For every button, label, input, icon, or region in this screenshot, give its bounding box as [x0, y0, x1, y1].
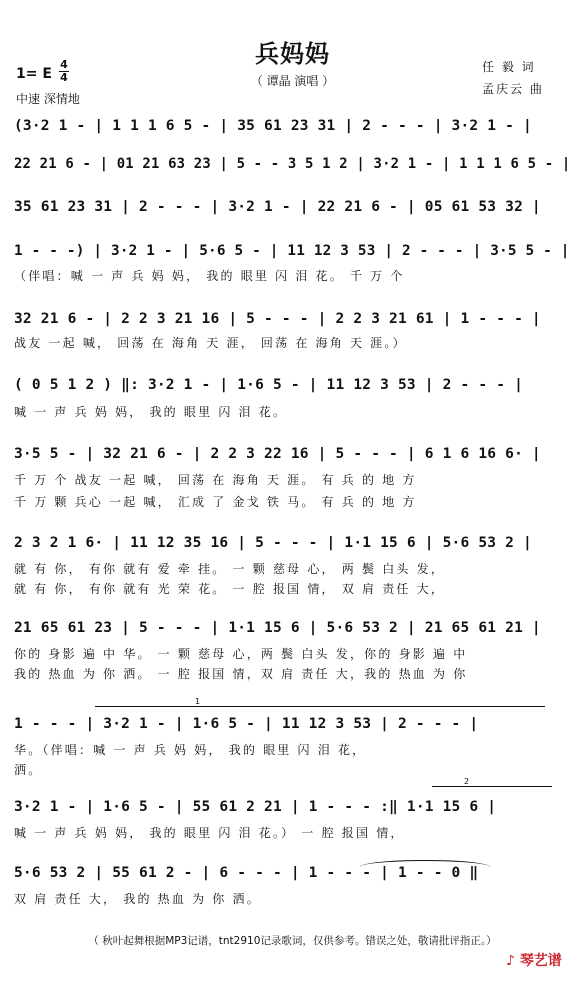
notation: 32 21 6 - | 2 2 3 21 16 | 5 - - - | 2 2 3 21 61 | 1 - - - | — [14, 311, 541, 327]
site-logo — [506, 950, 562, 970]
volta-first-ending — [95, 697, 545, 707]
notation: 3·5 5 - | 32 21 6 - | 2 2 3 22 16 | 5 - - - | 6 1 6 16 6· | — [14, 446, 541, 462]
notation: ( 0 5 1 2 ) ‖: 3·2 1 - | 1·6 5 - | 11 12 3 53 | 2 - - - | — [14, 377, 523, 393]
notation: 35 61 23 31 | 2 - - - | 3·2 1 - | 22 21 6 - | 05 61 53 32 | — [14, 199, 541, 215]
lyrics-line: 喊 一 声 兵 妈 妈， 我的 眼里 闪 泪 花。） 一 腔 报国 情， — [14, 826, 405, 840]
notation: 3·2 1 - | 1·6 5 - | 55 61 2 21 | 1 - - - :‖ 1·1 15 6 | — [14, 799, 497, 815]
lyrics-line: 就 有 你， 有你 就有 爱 牵 挂。 一 颗 慈母 心， 两 鬓 白头 发， — [14, 562, 446, 576]
time-signature-top: 4 — [60, 58, 68, 71]
lyrics-line: （伴唱：喊 一 声 兵 妈 妈， 我的 眼里 闪 泪 花。 千 万 个 — [14, 269, 405, 283]
composer-credit: 孟庆云 曲 — [482, 82, 544, 96]
logo-text: 琴艺谱 — [519, 953, 562, 969]
lyrics-line: 千 万 个 战友 一起 喊， 回荡 在 海角 天 涯。 有 兵 的 地 方 — [14, 473, 417, 487]
notation: 5·6 53 2 | 55 61 2 - | 6 - - - | 1 - - - | 1 - - 0 ‖ — [14, 865, 479, 881]
lyrics-line: 我的 热血 为 你 洒。 一 腔 报国 情，双 肩 责任 大，我的 热血 为 你 — [14, 667, 468, 681]
logo-icon: ♪ — [506, 953, 515, 969]
lyricist-credit: 任 毅 词 — [482, 60, 536, 74]
notation: 1 - - -) | 3·2 1 - | 5·6 5 - | 11 12 3 53 | 2 - - - | 3·5 5 - | — [14, 243, 570, 259]
notation: 22 21 6 - | 01 21 63 23 | 5 - - 3 5 1 2 | 3·2 1 - | 1 1 1 6 5 - | — [14, 156, 571, 172]
key-signature: 1= E — [16, 66, 52, 82]
lyrics-line: 喊 一 声 兵 妈 妈， 我的 眼里 闪 泪 花。 — [14, 405, 288, 419]
lyrics-line: 双 肩 责任 大， 我的 热血 为 你 洒。 — [14, 892, 261, 906]
volta-number: 2 — [464, 777, 470, 786]
lyrics-line: 战友 一起 喊， 回荡 在 海角 天 涯， 回荡 在 海角 天 涯。） — [14, 336, 407, 350]
notation: 1 - - - | 3·2 1 - | 1·6 5 - | 11 12 3 53 | 2 - - - | — [14, 716, 479, 732]
lyrics-line: 华。（伴唱：喊 一 声 兵 妈 妈， 我的 眼里 闪 泪 花， — [14, 743, 367, 757]
song-title: 兵妈妈 — [255, 40, 330, 68]
singer-credit: （ 谭晶 演唱 ） — [250, 74, 335, 88]
lyrics-line: 千 万 颗 兵心 一起 喊， 汇成 了 金戈 铁 马。 有 兵 的 地 方 — [14, 495, 417, 509]
time-signature-bottom: 4 — [60, 71, 68, 84]
volta-number: 1 — [195, 697, 201, 706]
volta-second-ending — [432, 777, 552, 787]
notation: 21 65 61 23 | 5 - - - | 1·1 15 6 | 5·6 53 2 | 21 65 61 21 | — [14, 620, 541, 636]
lyrics-line: 就 有 你， 有你 就有 光 荣 花。 一 腔 报国 情， 双 肩 责任 大， — [14, 582, 446, 596]
notation: (3·2 1 - | 1 1 1 6 5 - | 35 61 23 31 | 2 - - - | 3·2 1 - | — [14, 118, 532, 134]
transcription-note: （ 秋叶起舞根据MP3记谱，tnt2910记录歌词，仅供参考。错误之处，敬请批评指正。） — [88, 935, 497, 947]
lyrics-line: 你的 身影 遍 中 华。 一 颗 慈母 心，两 鬓 白头 发，你的 身影 遍 中 — [14, 647, 468, 661]
time-signature — [58, 59, 70, 84]
lyrics-line: 洒。 — [14, 763, 43, 777]
notation: 2 3 2 1 6· | 11 12 35 16 | 5 - - - | 1·1 15 6 | 5·6 53 2 | — [14, 535, 532, 551]
tempo-marking: 中速 深情地 — [16, 92, 80, 106]
